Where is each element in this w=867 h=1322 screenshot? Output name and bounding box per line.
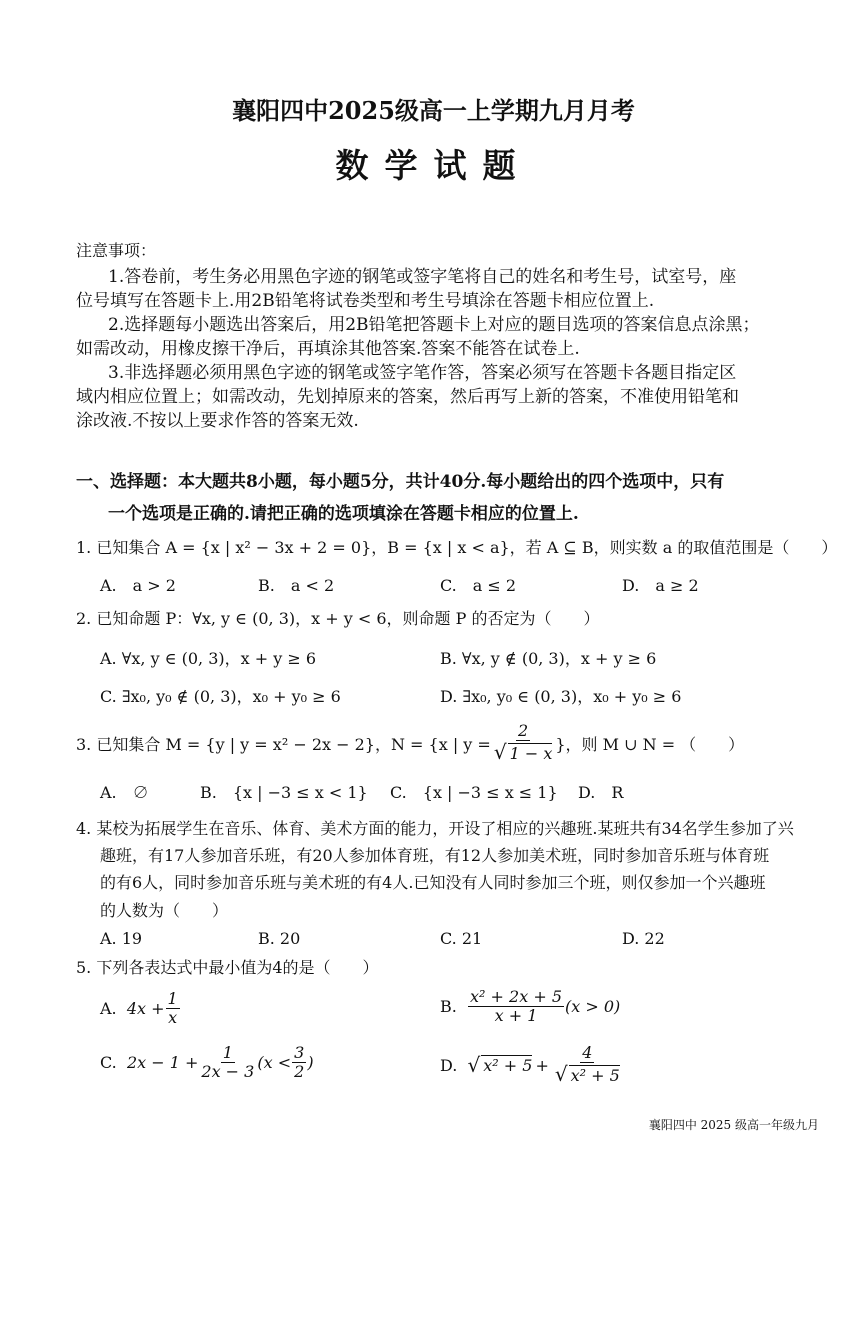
q5-b-den: x + 1 — [494, 1006, 538, 1026]
q5-c-post2: ) — [307, 1053, 314, 1073]
q4-option-d: D. 22 — [622, 929, 665, 948]
q5-c-post: (x < — [257, 1053, 292, 1073]
q5-c-fraction — [199, 1044, 256, 1082]
notice-heading: 注意事项： — [76, 241, 157, 260]
q3-option-b: B. {x | −3 ≤ x < 1} — [200, 783, 368, 802]
question-1-stem: 1. 已知集合 A = {x | x² − 3x + 2 = 0}，B = {x | x < a}，若 A ⊆ B，则实数 a 的取值范围是（ ） — [76, 538, 838, 557]
q5-a-fraction — [166, 990, 180, 1028]
question-4-line: 的有6人，同时参加音乐班与美术班的有4人.已知没有人同时参加三个班，则仅参加一个兴趣班 — [100, 873, 766, 892]
q3-stem-suffix: }，则 M ∪ N = （ ） — [555, 734, 745, 754]
notice-line: 3.非选择题必须用黑色字迹的钢笔或签字笔作答，答案必须写在答题卡各题目指定区 — [108, 363, 737, 383]
q5-c-den: 2x − 3 — [201, 1062, 255, 1082]
question-4-line: 趣班，有17人参加音乐班，有20人参加体育班，有12人参加美术班，同时参加音乐班与体育班 — [100, 846, 770, 865]
q3-option-d: D. R — [578, 783, 624, 802]
sqrt-icon: √ — [493, 740, 507, 765]
q2-option-a: A. ∀x, y ∈ (0, 3)，x + y ≥ 6 — [100, 649, 317, 668]
q5-d-den: x² + 5 — [570, 1066, 620, 1086]
question-2-stem: 2. 已知命题 P：∀x, y ∈ (0, 3)，x + y < 6，则命题 P 的否定为（ ） — [76, 609, 600, 628]
q3-frac-denominator — [492, 741, 555, 764]
q2-option-b: B. ∀x, y ∉ (0, 3)，x + y ≥ 6 — [440, 649, 657, 668]
q5-b-post: (x > 0) — [565, 997, 621, 1017]
q5-option-d — [440, 1044, 623, 1086]
q2-option-c: C. ∃x₀, y₀ ∉ (0, 3)，x₀ + y₀ ≥ 6 — [100, 687, 341, 706]
q1-option-c: C. a ≤ 2 — [440, 576, 517, 595]
q5-option-c — [100, 1044, 314, 1082]
question-5-stem: 5. 下列各表达式中最小值为4的是（ ） — [76, 958, 379, 977]
q5-c-label: C. — [100, 1053, 117, 1073]
q5-d-plus: + — [535, 1055, 549, 1075]
q5-a-pre: 4x + — [126, 999, 165, 1019]
q5-c-den2: 2 — [294, 1062, 305, 1082]
q5-c-num2: 3 — [294, 1043, 305, 1062]
q5-d-fraction — [553, 1044, 622, 1086]
q5-option-a — [100, 990, 181, 1028]
q5-d-label: D. — [440, 1055, 458, 1075]
q5-c-pre: 2x − 1 + — [126, 1053, 199, 1073]
q2-option-d: D. ∃x₀, y₀ ∈ (0, 3)，x₀ + y₀ ≥ 6 — [440, 687, 682, 706]
q5-c-num: 1 — [222, 1043, 233, 1062]
notice-line: 如需改动，用橡皮擦干净后，再填涂其他答案.答案不能答在试卷上. — [76, 339, 580, 359]
question-4-line: 的人数为（ ） — [100, 901, 229, 920]
q5-b-num: x² + 2x + 5 — [470, 987, 562, 1006]
q3-option-c: C. {x | −3 ≤ x ≤ 1} — [390, 783, 558, 802]
question-3-stem — [76, 722, 744, 764]
q3-frac-radicand: 1 − x — [509, 744, 553, 764]
sqrt-icon: √ — [554, 1062, 568, 1087]
notice-line: 位号填写在答题卡上.用2B铅笔将试卷类型和考生号填涂在答题卡相应位置上. — [76, 291, 655, 311]
page-footer: 襄阳四中 2025 级高一年级九月 — [648, 1118, 819, 1132]
q3-stem-prefix: 3. 已知集合 M = {y | y = x² − 2x − 2}，N = {x | y = — [76, 734, 491, 754]
q3-fraction — [492, 722, 555, 764]
subject-title: 数学试题 — [335, 146, 532, 185]
q5-b-label: B. — [440, 997, 457, 1017]
q1-option-b: B. a < 2 — [258, 576, 335, 595]
q3-frac-numerator: 2 — [518, 721, 529, 740]
notice-line: 涂改液.不按以上要求作答的答案无效. — [76, 411, 359, 431]
q4-option-c: C. 21 — [440, 929, 483, 948]
exam-title: 襄阳四中2025级高一上学期九月月考 — [232, 96, 635, 125]
q5-d-den-wrap — [553, 1063, 622, 1086]
notice-line: 1.答卷前，考生务必用黑色字迹的钢笔或签字笔将自己的姓名和考生号，试室号，座 — [108, 267, 737, 287]
q5-a-label: A. — [100, 999, 117, 1019]
notice-line: 域内相应位置上；如需改动，先划掉原来的答案，然后再写上新的答案，不准使用铅笔和 — [76, 387, 739, 407]
q4-option-a: A. 19 — [100, 929, 143, 948]
q5-b-fraction — [468, 988, 564, 1026]
section-heading: 一、选择题：本大题共8小题，每小题5分，共计40分.每小题给出的四个选项中，只有 — [76, 472, 725, 492]
q4-option-b: B. 20 — [258, 929, 301, 948]
sqrt-icon: √ — [467, 1053, 481, 1078]
q1-option-d: D. a ≥ 2 — [622, 576, 699, 595]
q3-option-a: A. ∅ — [100, 783, 149, 802]
q5-a-den: x — [168, 1008, 178, 1028]
q5-d-num: 4 — [582, 1043, 593, 1062]
q5-c-fraction-2 — [292, 1044, 306, 1082]
section-instruction: 一个选项是正确的.请把正确的选项填涂在答题卡相应的位置上. — [108, 504, 579, 524]
notice-line: 2.选择题每小题选出答案后，用2B铅笔把答题卡上对应的题目选项的答案信息点涂黑； — [108, 315, 760, 335]
question-4-line: 4. 某校为拓展学生在音乐、体育、美术方面的能力，开设了相应的兴趣班.某班共有34名学生参加了兴 — [76, 819, 794, 838]
q5-a-num: 1 — [167, 989, 178, 1008]
q5-d-root1: x² + 5 — [483, 1056, 533, 1076]
q5-option-b — [440, 988, 620, 1026]
q1-option-a: A. a > 2 — [100, 576, 176, 595]
